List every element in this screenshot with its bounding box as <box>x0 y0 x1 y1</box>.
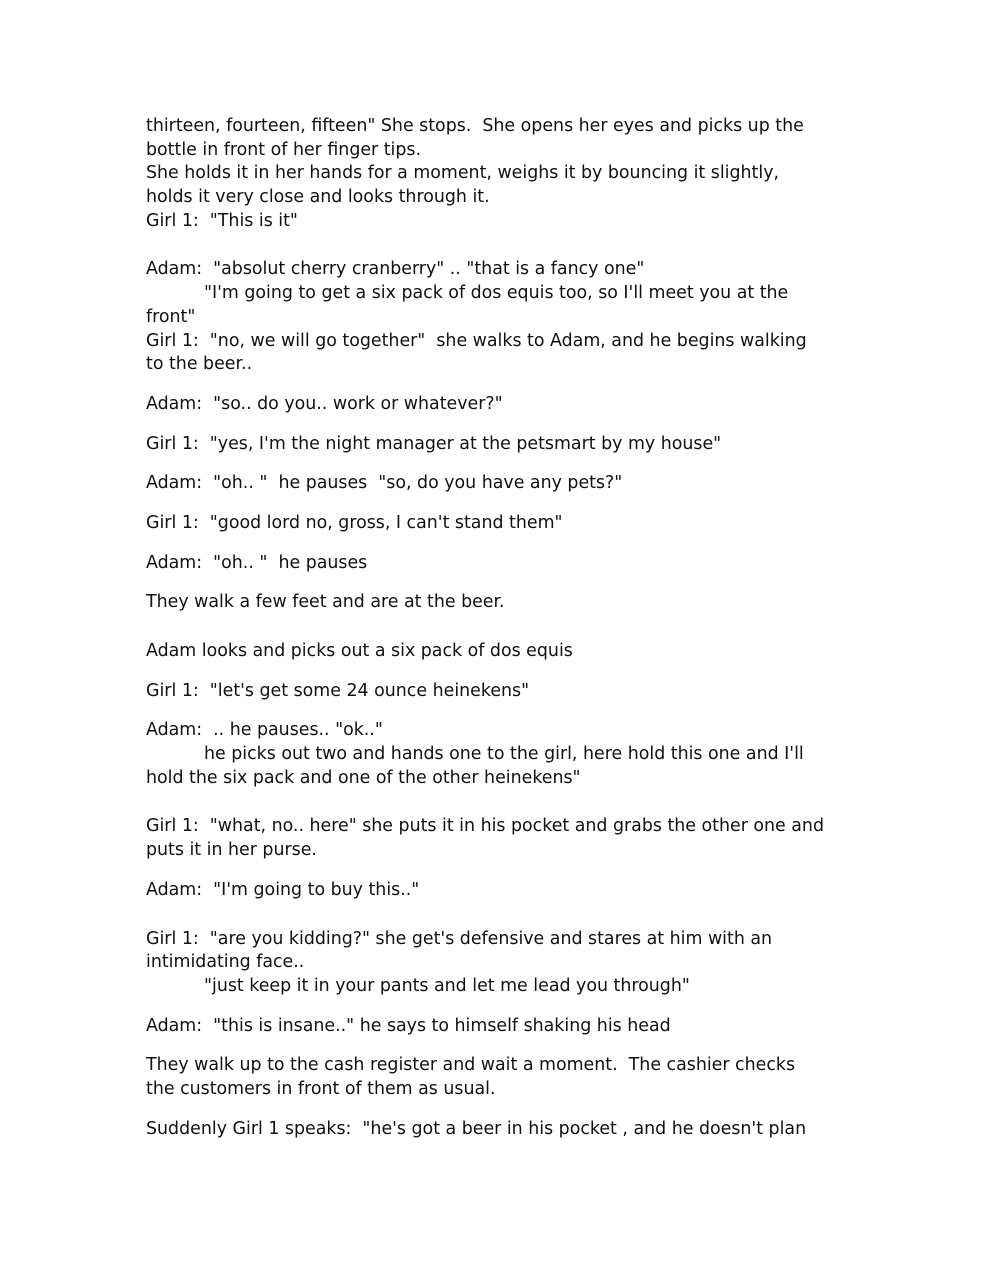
text-line: Adam: "oh.. " he pauses <box>146 552 368 573</box>
text-line: Adam: "oh.. " he pauses "so, do you have any pets?" <box>146 473 623 494</box>
text-line: "just keep it in your pants and let me lead you through" <box>204 975 690 996</box>
text-line: hold the six pack and one of the other heinekens" <box>146 767 581 788</box>
text-line: "I'm going to get a six pack of dos equis too, so I'll meet you at the <box>204 283 789 304</box>
text-line: he picks out two and hands one to the girl, here hold this one and I'll <box>204 744 804 765</box>
text-line: Girl 1: "let's get some 24 ounce heinekens" <box>146 680 530 701</box>
text-line: Adam: "so.. do you.. work or whatever?" <box>146 393 503 414</box>
text-line: She holds it in her hands for a moment, weighs it by bouncing it slightly, <box>146 163 780 184</box>
text-line: Adam looks and picks out a six pack of dos equis <box>146 641 573 661</box>
text-line: Girl 1: "This is it" <box>146 210 298 231</box>
text-line: intimidating face.. <box>146 952 305 973</box>
text-line: Suddenly Girl 1 speaks: "he's got a beer in his pocket , and he doesn't plan <box>146 1118 807 1139</box>
text-line: They walk a few feet and are at the beer. <box>146 592 505 613</box>
text-line: puts it in her purse. <box>146 840 317 861</box>
text-line: holds it very close and looks through it. <box>146 187 490 208</box>
text-line: thirteen, fourteen, fifteen" She stops. She opens her eyes and picks up the <box>146 116 804 136</box>
text-line: Girl 1: "yes, I'm the night manager at the petsmart by my house" <box>146 433 722 454</box>
text-line: front" <box>146 306 196 327</box>
text-line: Adam: "I'm going to buy this.." <box>146 879 420 900</box>
text-line: the customers in front of them as usual. <box>146 1078 496 1099</box>
text-line: They walk up to the cash register and wait a moment. The cashier checks <box>146 1055 796 1076</box>
text-line: Girl 1: "good lord no, gross, I can't stand them" <box>146 512 563 533</box>
text-line: Girl 1: "no, we will go together" she walks to Adam, and he begins walking <box>146 330 807 351</box>
text-line: Adam: .. he pauses.. "ok.." <box>146 720 383 741</box>
text-line: Adam: "absolut cherry cranberry" .. "that is a fancy one" <box>146 259 645 280</box>
text-line: to the beer.. <box>146 354 253 375</box>
text-line: Girl 1: "are you kidding?" she get's defensive and stares at him with an <box>146 928 773 949</box>
script-text <box>146 115 856 1141</box>
text-line: Girl 1: "what, no.. here" she puts it in his pocket and grabs the other one and <box>146 816 824 837</box>
text-line: bottle in front of her finger tips. <box>146 139 422 160</box>
text-line: Adam: "this is insane.." he says to himself shaking his head <box>146 1015 671 1036</box>
